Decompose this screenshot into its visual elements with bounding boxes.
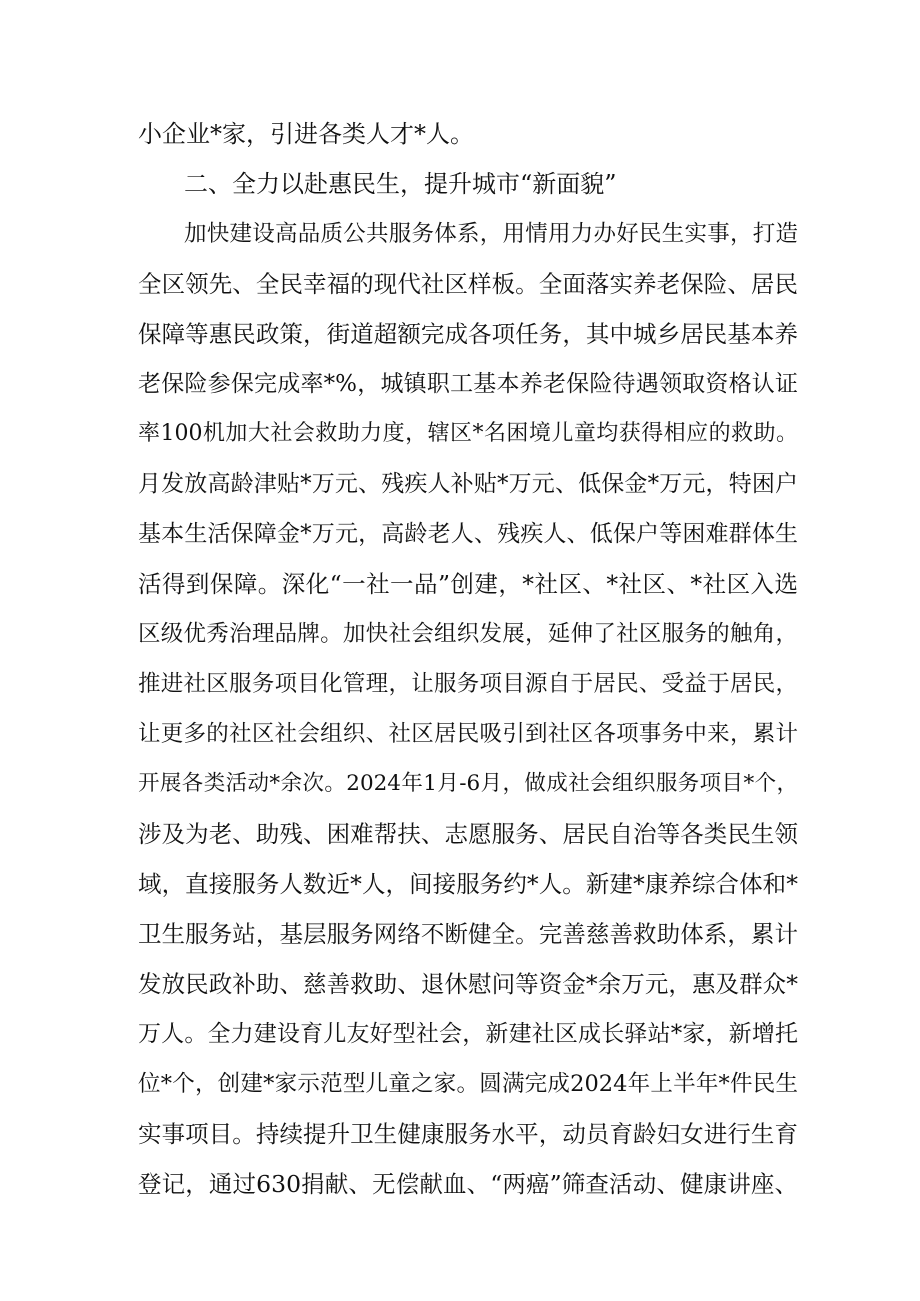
text-line-17: 卫生服务站，基层服务网络不断健全。完善慈善救助体系，累计: [138, 920, 798, 948]
text-line-22: 登记，通过630捐献、无偿献血、“两癌”筛查活动、健康讲座、: [138, 1170, 798, 1198]
text-line-7: 率100机加大社会救助力度，辖区*名困境儿童均获得相应的救助。: [138, 421, 798, 446]
text-line-11: 区级优秀治理品牌。加快社会组织发展，延伸了社区服务的触角，: [138, 621, 798, 647]
text-line-1: 小企业*家，引进各类人才*人。: [138, 120, 474, 148]
text-line-9: 基本生活保障金*万元，高龄老人、残疾人、低保户等困难群体生: [138, 521, 798, 547]
text-line-4: 全区领先、全民幸福的现代社区样板。全面落实养老保险、居民: [138, 270, 798, 298]
text-line-16: 域，直接服务人数近*人，间接服务约*人。新建*康养综合体和*: [138, 870, 798, 898]
text-line-14: 开展各类活动*余次。2024年1月-6月，做成社会组织服务项目*个，: [138, 771, 798, 796]
text-line-10: 活得到保障。深化“一社一品”创建，*社区、*社区、*社区入选: [138, 570, 798, 598]
text-line-8: 月发放高龄津贴*万元、残疾人补贴*万元、低保金*万元，特困户: [138, 471, 798, 497]
text-line-13: 让更多的社区社会组织、社区居民吸引到社区各项事务中来，累计: [138, 721, 798, 747]
text-line-19: 万人。全力建设育儿友好型社会，新建社区成长驿站*家，新增托: [138, 1021, 798, 1047]
text-line-20: 位*个，创建*家示范型儿童之家。圆满完成2024年上半年*件民生: [138, 1071, 798, 1097]
text-line-3: 加快建设高品质公共服务体系，用情用力办好民生实事，打造: [184, 221, 798, 247]
text-line-18: 发放民政补助、慈善救助、退休慰问等资金*余万元，惠及群众*: [138, 970, 798, 998]
section-heading: 二、全力以赴惠民生，提升城市“新面貌”: [184, 170, 617, 198]
text-line-6: 老保险参保完成率*%，城镇职工基本养老保险待遇领取资格认证: [138, 371, 798, 397]
text-line-5: 保障等惠民政策，街道超额完成各项任务，其中城乡居民基本养: [138, 320, 798, 348]
text-line-12: 推进社区服务项目化管理，让服务项目源自于居民、受益于居民，: [138, 671, 798, 697]
text-line-21: 实事项目。持续提升卫生健康服务水平，动员育龄妇女进行生育: [138, 1120, 798, 1148]
text-line-15: 涉及为老、助残、困难帮扶、志愿服务、居民自治等各类民生领: [138, 820, 798, 848]
